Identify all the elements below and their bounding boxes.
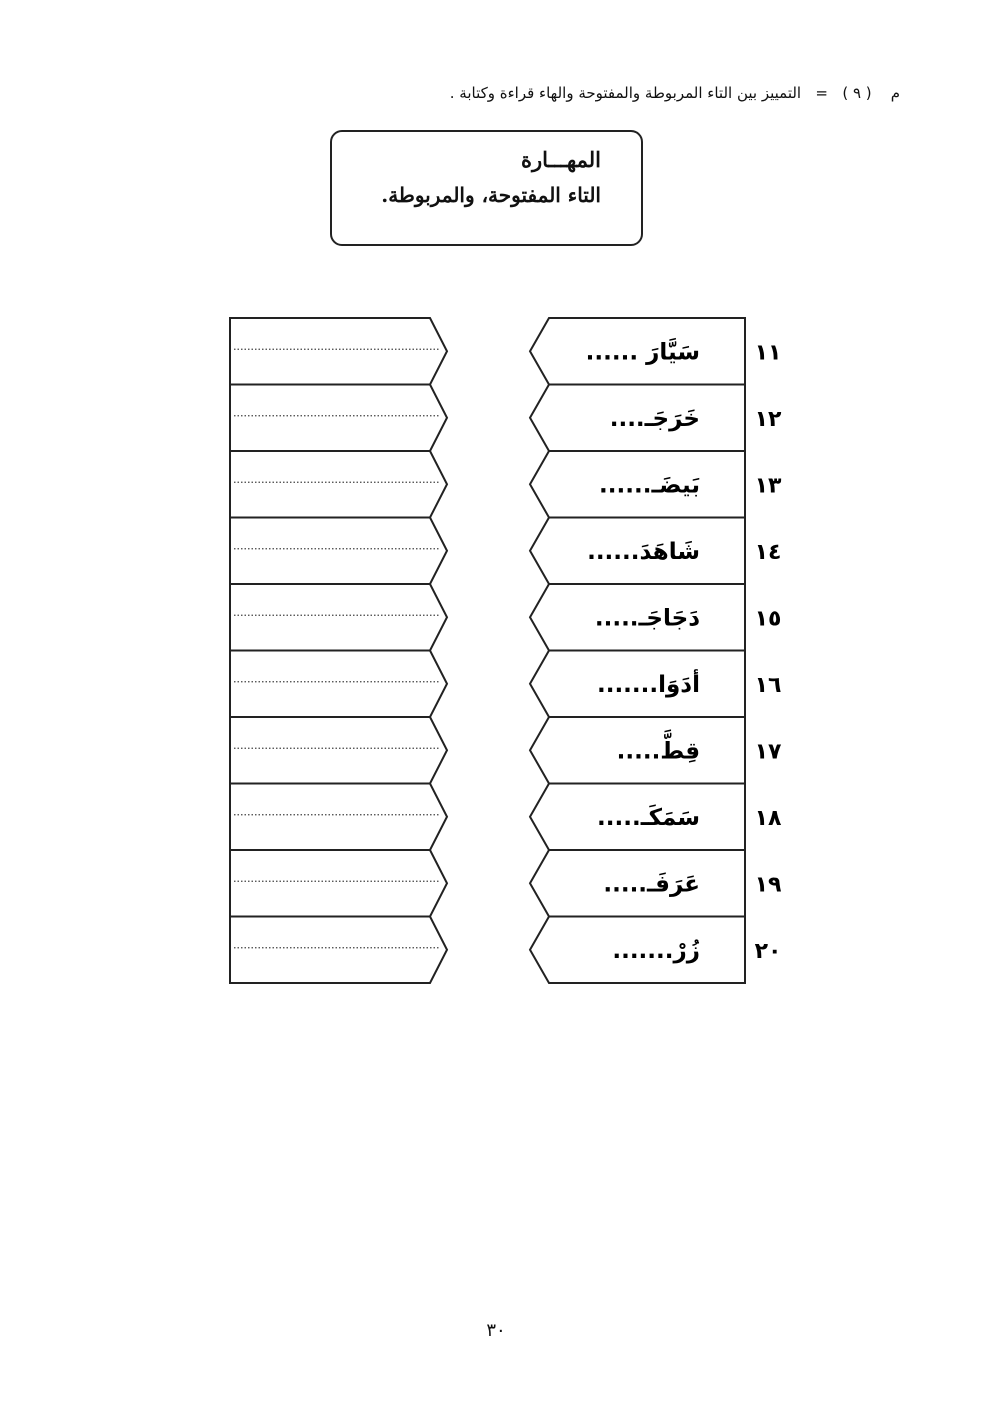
item-number: ١٨ (754, 805, 782, 831)
item-word: أدَوَا....... (596, 671, 700, 698)
answer-box (230, 784, 447, 851)
item-word: عَرَفَـ..... (603, 871, 700, 898)
header-equals: = (815, 84, 828, 102)
item-number: ١٧ (754, 739, 782, 765)
answer-box (230, 917, 447, 984)
item-word: سَمَكَـ..... (597, 804, 700, 831)
item-number: ١٦ (754, 672, 782, 698)
item-word: بَيضَـ...... (599, 472, 700, 499)
answer-box (230, 717, 447, 784)
item-number: ١٥ (754, 606, 782, 632)
page-number: ٣٠ (486, 1320, 506, 1341)
answer-box (230, 584, 447, 651)
item-number: ١٣ (754, 473, 782, 499)
answer-box (230, 385, 447, 452)
item-word: دَجَاجَـ..... (594, 605, 700, 632)
answer-box (230, 318, 447, 385)
header-number: ( ٩ ) (842, 84, 872, 102)
skill-title: المهـــارة (520, 147, 601, 172)
item-number: ١١ (754, 340, 782, 366)
item-word: قِطَّ..... (616, 738, 700, 765)
answer-box (230, 651, 447, 718)
item-number: ١٤ (754, 539, 782, 565)
item-word: زُرْ....... (612, 937, 700, 964)
item-number: ١٩ (754, 872, 782, 898)
skill-text: التاء المفتوحة، والمربوطة. (381, 183, 601, 207)
header-text: التمييز بين التاء المربوطة والمفتوحة والهاء قراءة وكتابة . (449, 84, 802, 102)
answer-box (230, 518, 447, 585)
item-word: خَرَجَـ.... (609, 405, 700, 432)
item-number: ١٢ (754, 406, 782, 432)
item-word: شَاهَدَ...... (587, 538, 700, 565)
answer-box (230, 451, 447, 518)
answer-box (230, 850, 447, 917)
item-word: سَيَّارَ ...... (585, 339, 700, 366)
header-prefix: م (890, 84, 900, 102)
item-number: ٢٠ (754, 938, 782, 964)
